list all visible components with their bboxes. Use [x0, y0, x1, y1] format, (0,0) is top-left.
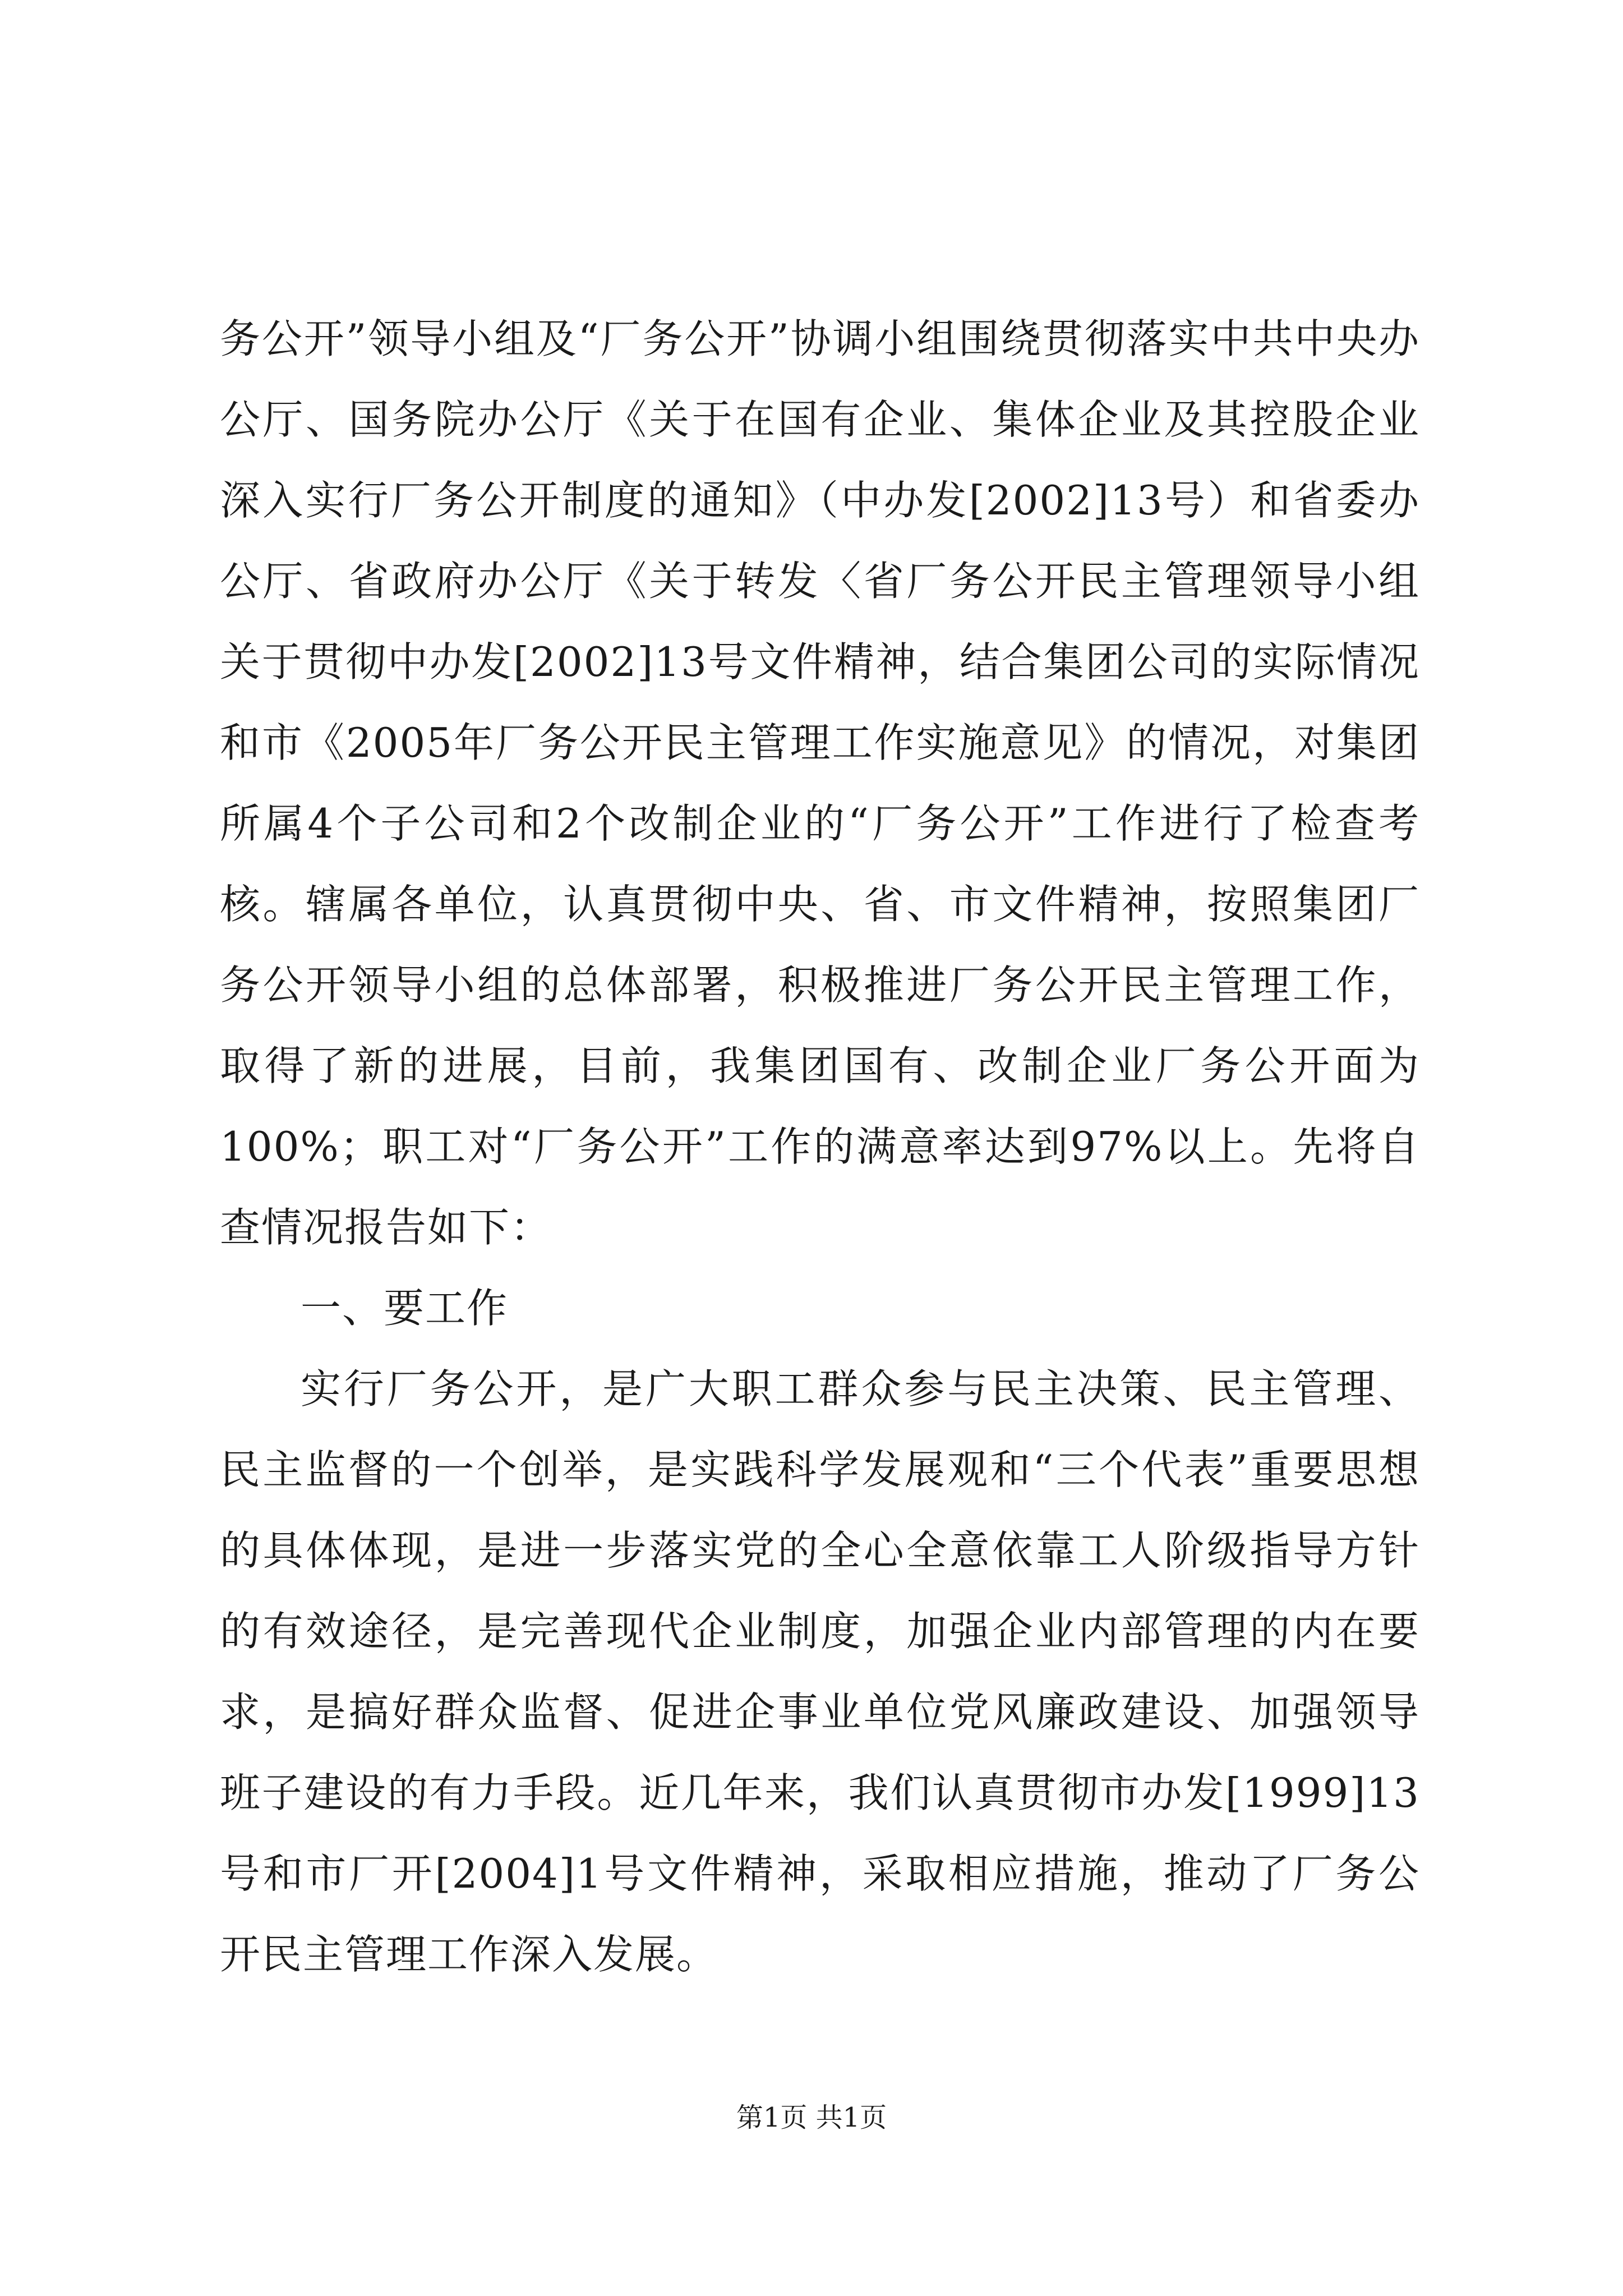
- page-footer: 第1页 共1页: [736, 2102, 887, 2133]
- document-body: [220, 298, 1420, 1995]
- paragraph-report-intro: 务公开”领导小组及“厂务公开”协调小组围绕贯彻落实中共中央办公厅、国务院办公厅《关于在国有企业、集体企业及其控股企业深入实行厂务公开制度的通知》（中办发[2002]13号）和省委办公厅、省政府办公厅《关于转发〈省厂务公开民主管理领导小组关于贯彻中办发[2002]13号文件精神，结合集团公司的实际情况和市《2005年厂务公开民主管理工作实施意见》的情况，对集团所属4个子公司和2个改制企业的“厂务公开”工作进行了检查考核。辖属各单位，认真贯彻中央、省、市文件精神，按照集团厂务公开领导小组的总体部署，积极推进厂务公开民主管理工作，取得了新的进展，目前，我集团国有、改制企业厂务公开面为100%；职工对“厂务公开”工作的满意率达到97%以上。先将自查情况报告如下：: [220, 315, 1420, 1251]
- section-heading-main-work: 一、要工作: [301, 1285, 509, 1332]
- paragraph-main-work: 实行厂务公开，是广大职工群众参与民主决策、民主管理、民主监督的一个创举，是实践科学发展观和“三个代表”重要思想的具体体现，是进一步落实党的全心全意依靠工人阶级指导方针的有效途径，是完善现代企业制度，加强企业内部管理的内在要求，是搞好群众监督、促进企事业单位党风廉政建设、加强领导班子建设的有力手段。近几年来，我们认真贯彻市办发[1999]13号和市厂开[2004]1号文件精神，采取相应措施，推动了厂务公开民主管理工作深入发展。: [220, 1365, 1420, 1978]
